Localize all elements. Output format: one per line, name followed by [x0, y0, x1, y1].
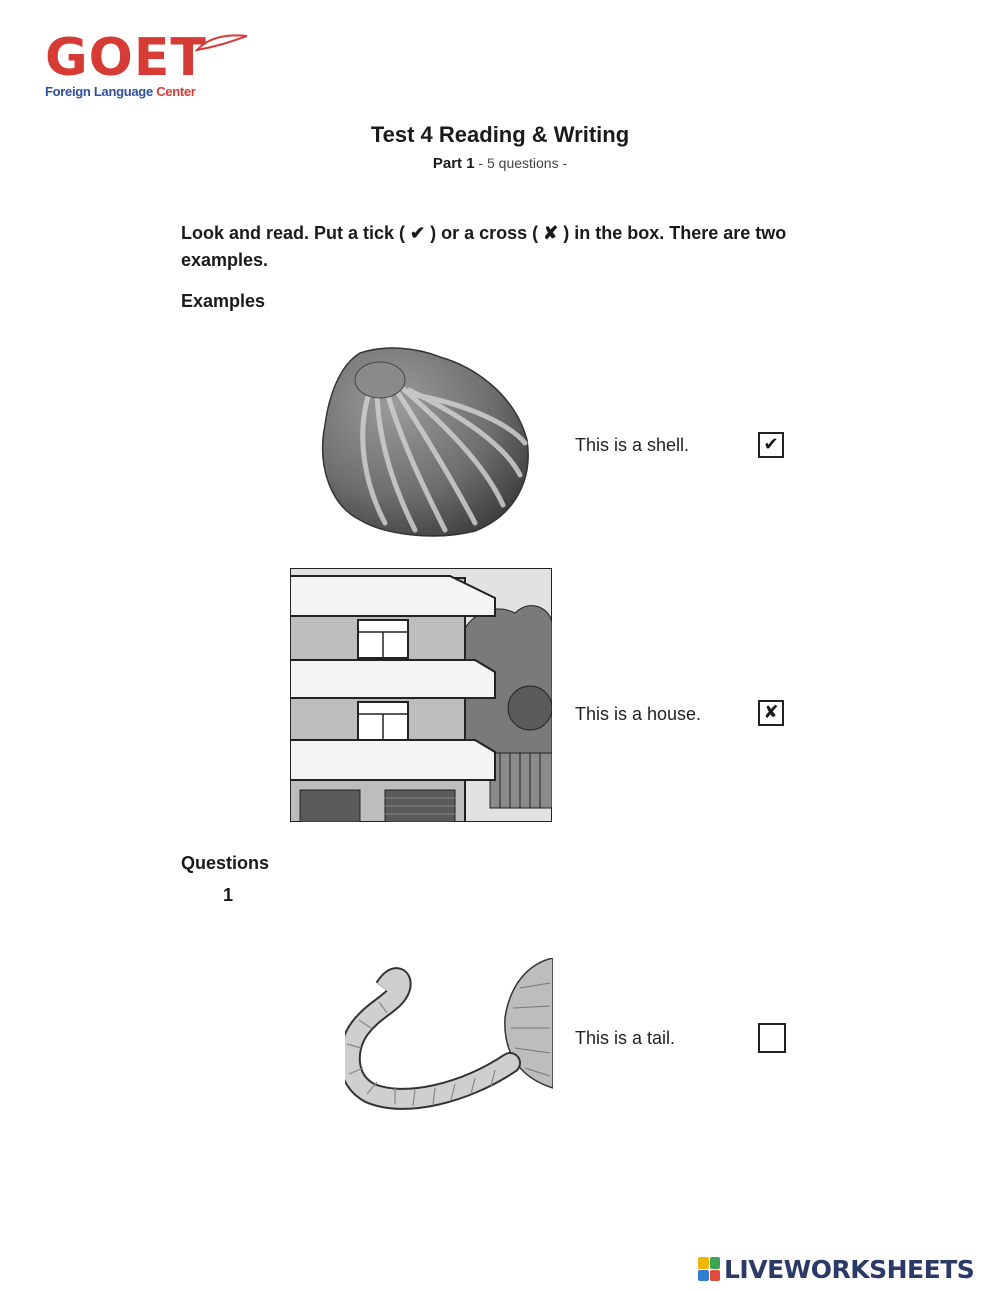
- questions-heading: Questions: [181, 853, 270, 873]
- part-label: Part 1: [432, 155, 475, 172]
- instructions: Look and read. Put a tick ( ✔ ) or a cross ( ✘ ) in the box. There are two examples.: [181, 223, 787, 270]
- liveworksheets-logo-icon: [698, 1257, 720, 1281]
- answer-box-question-1[interactable]: [758, 1023, 786, 1053]
- shell-illustration: [315, 345, 540, 540]
- example-statement-house: This is a house.: [575, 704, 702, 724]
- question-count: - 5 questions -: [474, 155, 568, 171]
- question-number: 1: [223, 885, 234, 905]
- tail-illustration: [345, 958, 553, 1114]
- leaf-icon: [195, 32, 250, 52]
- examples-heading: Examples: [181, 291, 266, 311]
- example-statement-shell: This is a shell.: [575, 435, 690, 455]
- brand-name: LIVEWORKSHEETS: [724, 1254, 975, 1284]
- answer-box-example-2: ✘: [758, 700, 784, 726]
- answer-box-example-1: ✔: [758, 432, 784, 458]
- page-subtitle: [0, 155, 1000, 172]
- logo-subtitle: Foreign Language Center: [45, 84, 196, 99]
- liveworksheets-brand: [698, 1252, 974, 1286]
- page-title: Test 4 Reading & Writing: [370, 122, 630, 147]
- school-logo: [45, 30, 225, 110]
- question-1-statement: This is a tail.: [575, 1028, 676, 1048]
- logo-wordmark: GOET: [45, 28, 207, 88]
- house-illustration: [290, 568, 552, 822]
